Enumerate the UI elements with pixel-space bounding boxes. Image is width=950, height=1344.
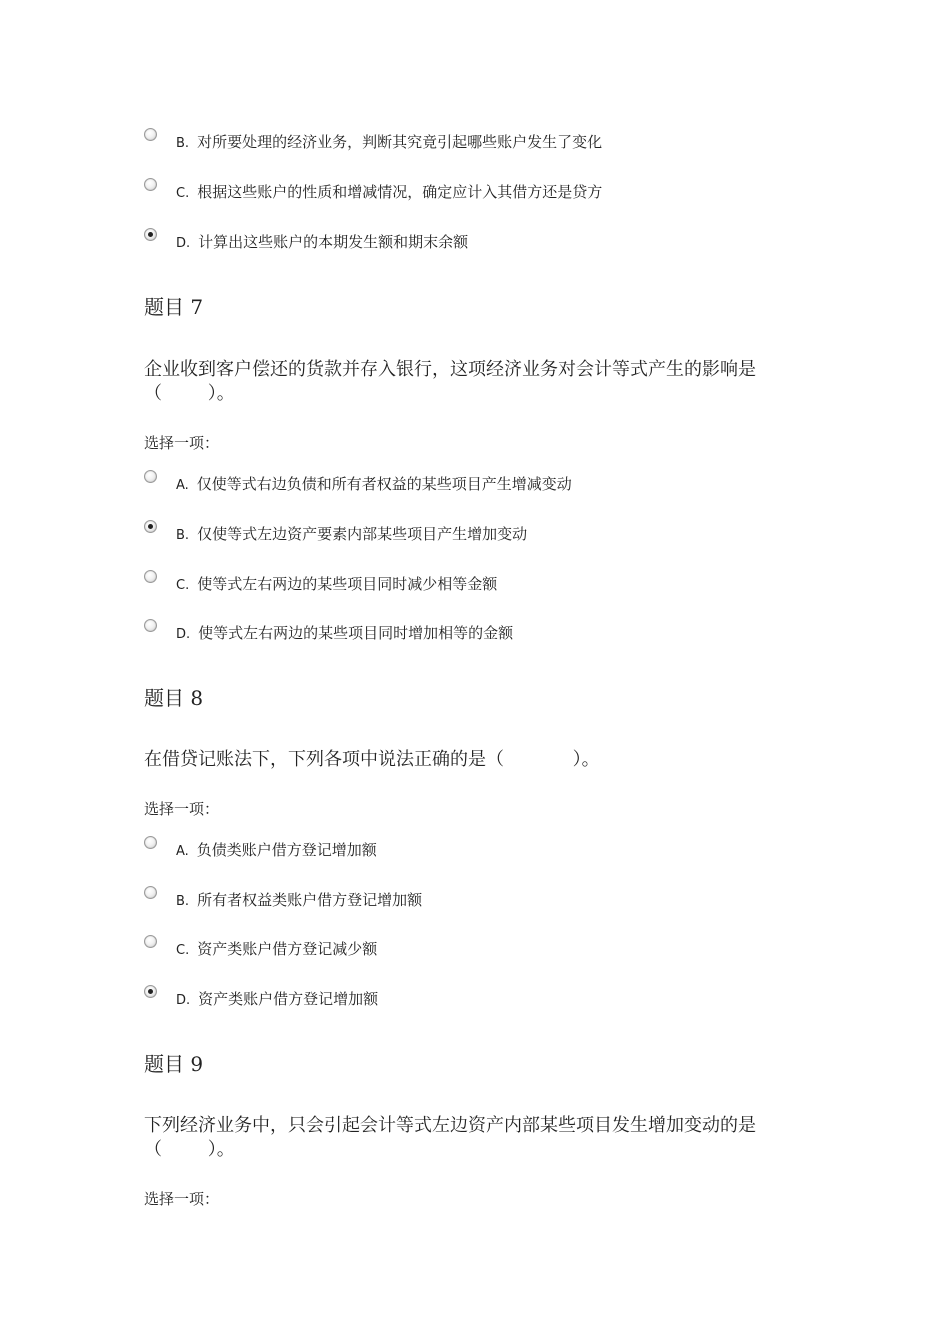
q6-option-b-label: B. 对所要处理的经济业务，判断其究竟引起哪些账户发生了变化	[176, 133, 603, 151]
q8-option-b-radio[interactable]	[144, 886, 157, 899]
q8-option-b-label: B. 所有者权益类账户借方登记增加额	[176, 891, 423, 909]
q8-option-d-radio[interactable]	[144, 985, 157, 998]
q8-title: 题目 8	[144, 686, 204, 710]
q6-option-d-radio[interactable]	[144, 228, 157, 241]
q7-choose-label: 选择一项：	[144, 434, 220, 452]
q9-choose-label: 选择一项：	[144, 1190, 220, 1208]
q7-question: 企业收到客户偿还的货款并存入银行，这项经济业务对会计等式产生的影响是（ ）。	[144, 359, 756, 404]
q9-title: 题目 9	[144, 1052, 204, 1076]
q8-option-d-label: D. 资产类账户借方登记增加额	[176, 990, 379, 1008]
q8-option-a-label: A. 负债类账户借方登记增加额	[176, 841, 377, 859]
q8-option-c-label: C. 资产类账户借方登记减少额	[176, 940, 378, 958]
q7-option-d-label: D. 使等式左右两边的某些项目同时增加相等的金额	[176, 624, 514, 642]
q7-option-a-radio[interactable]	[144, 470, 157, 483]
q8-choose-label: 选择一项：	[144, 800, 220, 818]
q9-question: 下列经济业务中，只会引起会计等式左边资产内部某些项目发生增加变动的是（ ）。	[144, 1115, 756, 1160]
q6-option-b-radio[interactable]	[144, 128, 157, 141]
q8-option-c-radio[interactable]	[144, 935, 157, 948]
q7-option-b-label: B. 仅使等式左边资产要素内部某些项目产生增加变动	[176, 525, 528, 543]
q7-title: 题目 7	[144, 295, 204, 319]
q7-option-c-label: C. 使等式左右两边的某些项目同时减少相等金额	[176, 575, 498, 593]
q6-option-c-label: C. 根据这些账户的性质和增减情况，确定应计入其借方还是贷方	[176, 183, 603, 201]
q7-option-a-label: A. 仅使等式右边负债和所有者权益的某些项目产生增减变动	[176, 475, 572, 493]
q8-option-a-radio[interactable]	[144, 836, 157, 849]
q7-option-d-radio[interactable]	[144, 619, 157, 632]
q7-option-c-radio[interactable]	[144, 570, 157, 583]
q7-option-b-radio[interactable]	[144, 520, 157, 533]
q6-option-c-radio[interactable]	[144, 178, 157, 191]
q6-option-d-label: D. 计算出这些账户的本期发生额和期末余额	[176, 233, 469, 251]
q8-question: 在借贷记账法下，下列各项中说法正确的是（ ）。	[144, 749, 600, 770]
